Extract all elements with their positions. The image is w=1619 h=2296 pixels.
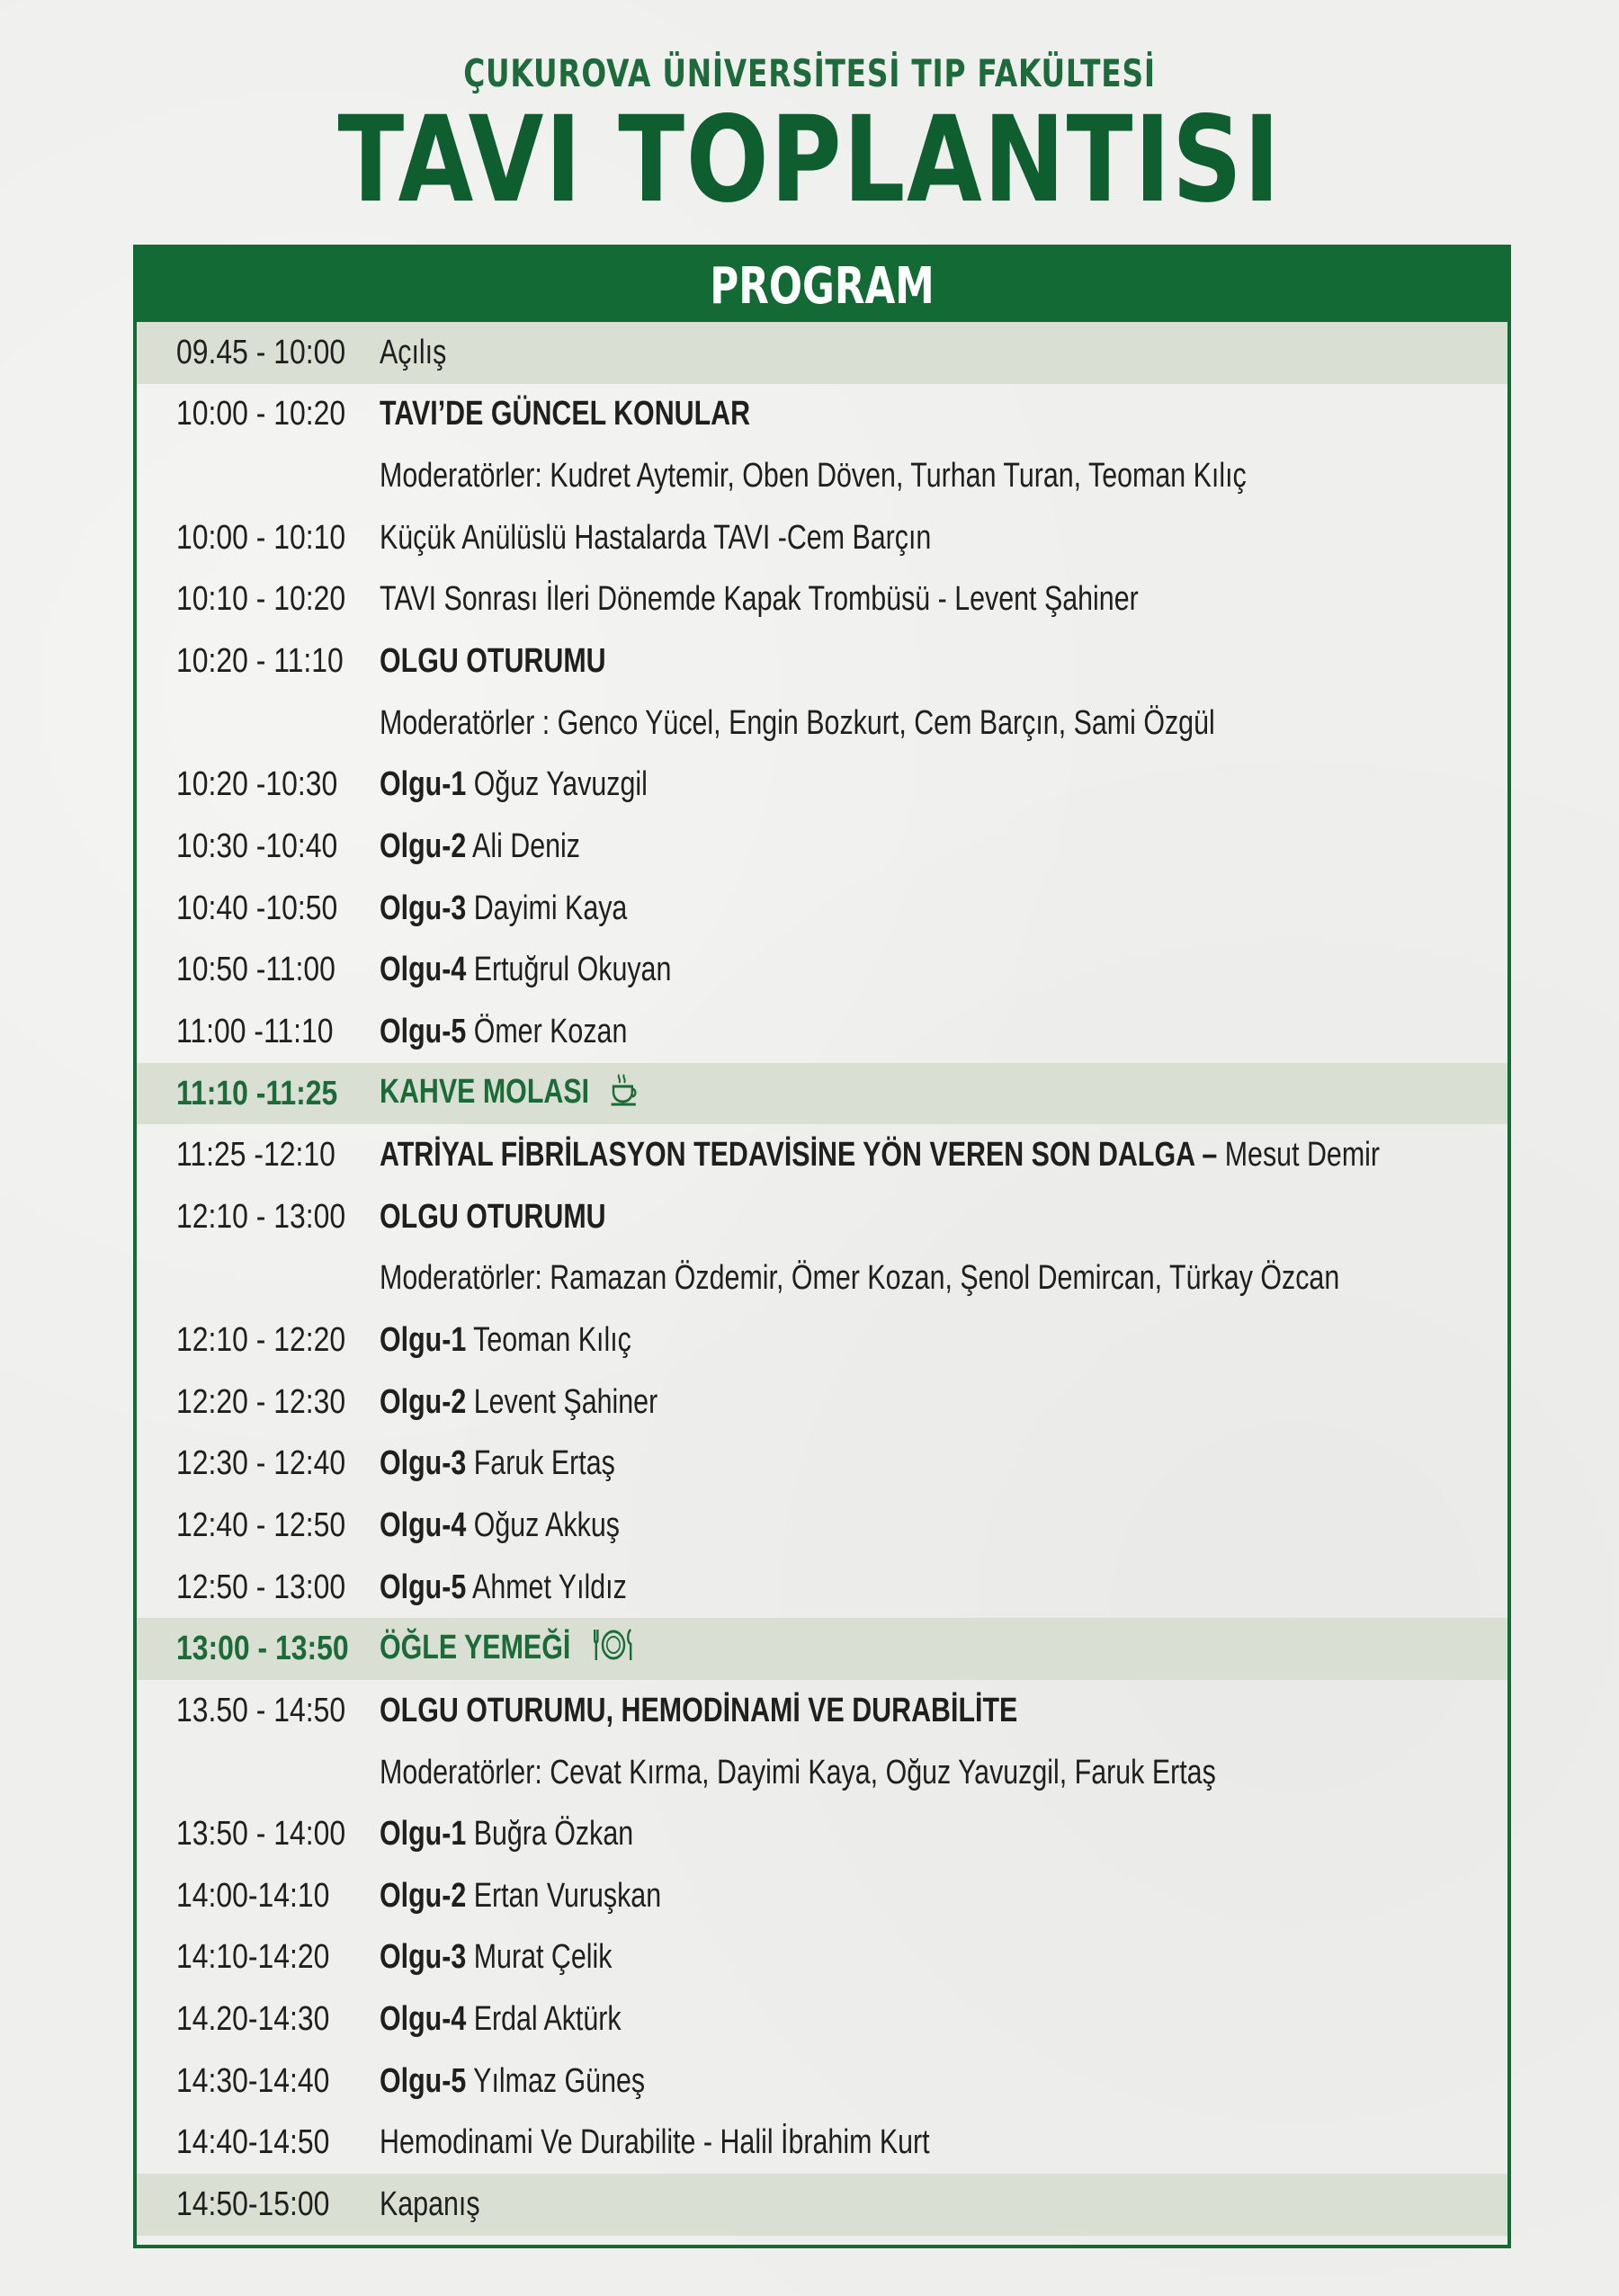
row-time: 14:50-15:00 xyxy=(176,2185,330,2224)
row-text xyxy=(380,2000,622,2039)
event-title: TAVI TOPLANTISI xyxy=(337,91,1282,229)
program-row xyxy=(137,1865,1507,1927)
row-description: Hemodinami Ve Durabilite - Halil İbrahim Kurt xyxy=(380,2123,930,2162)
row-description: Moderatörler : Genco Yücel, Engin Bozkurt, Cem Barçın, Sami Özgül xyxy=(380,703,1215,742)
row-time: 09.45 - 10:00 xyxy=(176,333,346,371)
row-label: Olgu-1 xyxy=(380,1321,467,1360)
row-time: 10:00 - 10:20 xyxy=(176,395,346,433)
row-text xyxy=(380,889,627,928)
row-description: OLGU OTURUMU xyxy=(380,642,606,681)
row-text xyxy=(380,1506,620,1545)
row-text xyxy=(380,2185,480,2224)
row-description: Ahmet Yıldız xyxy=(472,1568,627,1606)
row-text xyxy=(380,580,1139,619)
row-label: Olgu-5 xyxy=(380,1012,467,1050)
row-text xyxy=(380,1383,657,1422)
program-rows xyxy=(137,322,1507,2236)
row-label: Olgu-2 xyxy=(380,1876,467,1915)
row-label: Olgu-1 xyxy=(380,765,467,804)
row-text xyxy=(380,642,606,681)
program-row xyxy=(137,1988,1507,2050)
row-description: TAVI Sonrası İleri Dönemde Kapak Trombüsü - Levent Şahiner xyxy=(380,580,1139,619)
row-label: Olgu-1 xyxy=(380,1815,467,1854)
program-table xyxy=(133,245,1511,2248)
program-row xyxy=(137,1248,1507,1310)
row-time: 14:40-14:50 xyxy=(176,2123,330,2162)
program-row xyxy=(137,1742,1507,1804)
row-label: Olgu-2 xyxy=(380,1382,467,1421)
row-description: Moderatörler: Kudret Aytemir, Oben Döven, Turhan Turan, Teoman Kılıç xyxy=(380,457,1247,496)
row-time: 12:30 - 12:40 xyxy=(176,1444,346,1483)
row-text xyxy=(380,334,446,372)
program-row xyxy=(137,1803,1507,1865)
row-description: Kapanış xyxy=(380,2185,480,2224)
program-row xyxy=(137,1495,1507,1557)
program-row xyxy=(137,1927,1507,1989)
row-text xyxy=(380,1136,1380,1175)
program-row xyxy=(137,816,1507,878)
program-header xyxy=(137,248,1507,322)
row-label: Olgu-3 xyxy=(380,1938,467,1977)
program-row xyxy=(137,507,1507,569)
row-text xyxy=(380,1259,1339,1298)
row-text xyxy=(380,1071,641,1116)
row-time: 10:30 -10:40 xyxy=(176,826,338,865)
row-time: 10:40 -10:50 xyxy=(176,889,338,927)
program-row xyxy=(137,2174,1507,2236)
row-label: Olgu-3 xyxy=(380,1444,467,1483)
program-row xyxy=(137,939,1507,1001)
row-label: Olgu-2 xyxy=(380,826,467,865)
row-description: Ertuğrul Okuyan xyxy=(473,951,672,989)
row-text xyxy=(380,765,648,804)
row-description: Ertan Vuruşkan xyxy=(473,1876,662,1915)
row-text xyxy=(380,395,750,433)
program-row xyxy=(137,1063,1507,1125)
row-text xyxy=(380,1444,615,1483)
row-text xyxy=(380,1321,631,1360)
row-text xyxy=(380,1198,606,1237)
program-row xyxy=(137,1557,1507,1619)
program-row xyxy=(137,1309,1507,1371)
row-time: 10:50 -11:00 xyxy=(176,951,335,989)
program-row xyxy=(137,569,1507,631)
program-row xyxy=(137,2113,1507,2175)
row-text xyxy=(380,2062,645,2101)
page-header xyxy=(0,47,1619,229)
program-row xyxy=(137,754,1507,816)
row-time: 10:00 - 10:10 xyxy=(176,518,346,557)
row-text xyxy=(380,827,580,866)
row-time: 13:00 - 13:50 xyxy=(176,1630,349,1668)
row-text xyxy=(380,519,931,558)
program-row xyxy=(137,1001,1507,1063)
row-description: Erdal Aktürk xyxy=(473,2000,622,2039)
row-time: 11:00 -11:10 xyxy=(176,1012,334,1050)
row-time: 12:40 - 12:50 xyxy=(176,1505,346,1544)
row-text xyxy=(380,1627,637,1672)
row-time: 11:10 -11:25 xyxy=(176,1074,338,1112)
row-time: 13:50 - 14:00 xyxy=(176,1815,346,1854)
row-description: ÖĞLE YEMEĞİ xyxy=(380,1628,571,1666)
row-description: Ali Deniz xyxy=(472,826,580,865)
row-text xyxy=(380,1568,627,1607)
row-time: 14.20-14:30 xyxy=(176,2000,330,2039)
coffee-cup-icon xyxy=(609,1071,640,1116)
row-description: Levent Şahiner xyxy=(473,1382,658,1421)
row-description: Murat Çelik xyxy=(473,1938,613,1977)
program-row xyxy=(137,1186,1507,1248)
row-time: 10:20 - 11:10 xyxy=(176,642,344,681)
program-row xyxy=(137,1434,1507,1496)
row-description: Teoman Kılıç xyxy=(473,1321,631,1360)
row-time: 12:20 - 12:30 xyxy=(176,1382,346,1421)
program-row xyxy=(137,878,1507,940)
row-text xyxy=(380,951,671,989)
row-description: Yılmaz Güneş xyxy=(473,2061,646,2100)
program-row xyxy=(137,445,1507,507)
row-description: Oğuz Yavuzgil xyxy=(473,765,648,804)
program-row xyxy=(137,2050,1507,2113)
row-text xyxy=(380,1692,1017,1730)
row-description: Açılış xyxy=(380,333,447,371)
program-row xyxy=(137,1124,1507,1186)
row-time: 12:50 - 13:00 xyxy=(176,1568,346,1606)
row-description: Faruk Ertaş xyxy=(473,1444,615,1483)
row-text xyxy=(380,1013,627,1051)
row-description: Buğra Özkan xyxy=(473,1815,634,1854)
row-label: ATRİYAL FİBRİLASYON TEDAVİSİNE YÖN VEREN SON DALGA – xyxy=(380,1136,1218,1175)
program-row xyxy=(137,1618,1507,1680)
row-description: TAVI’DE GÜNCEL KONULAR xyxy=(380,395,751,433)
row-label: Olgu-4 xyxy=(380,2000,467,2039)
row-text xyxy=(380,1754,1216,1792)
row-time: 10:20 -10:30 xyxy=(176,765,338,804)
row-label: Olgu-4 xyxy=(380,951,467,989)
row-description: OLGU OTURUMU xyxy=(380,1197,606,1236)
row-time: 12:10 - 13:00 xyxy=(176,1197,346,1236)
row-description: Oğuz Akkuş xyxy=(473,1505,620,1544)
program-row xyxy=(137,630,1507,692)
row-label: Olgu-3 xyxy=(380,889,467,927)
row-time: 14:30-14:40 xyxy=(176,2061,330,2100)
row-text xyxy=(380,1815,633,1854)
row-description: Ömer Kozan xyxy=(473,1012,628,1050)
row-description: Dayimi Kaya xyxy=(473,889,628,927)
row-time: 12:10 - 12:20 xyxy=(176,1321,346,1360)
row-description: Moderatörler: Ramazan Özdemir, Ömer Kozan, Şenol Demircan, Türkay Özcan xyxy=(380,1259,1340,1298)
row-time: 11:25 -12:10 xyxy=(176,1136,335,1175)
row-time: 14:10-14:20 xyxy=(176,1938,330,1977)
plate-cutlery-icon xyxy=(591,1627,637,1672)
row-label: Olgu-5 xyxy=(380,1568,467,1606)
program-row xyxy=(137,692,1507,755)
row-text xyxy=(380,1877,661,1916)
row-label: Olgu-5 xyxy=(380,2061,467,2100)
program-row xyxy=(137,384,1507,446)
program-row xyxy=(137,1371,1507,1434)
university-name: ÇUKUROVA ÜNİVERSİTESİ TIP FAKÜLTESİ xyxy=(463,51,1156,95)
row-description: OLGU OTURUMU, HEMODİNAMİ VE DURABİLİTE xyxy=(380,1691,1018,1729)
program-row xyxy=(137,322,1507,384)
row-time: 14:00-14:10 xyxy=(176,1876,330,1915)
row-text xyxy=(380,2123,930,2162)
row-text xyxy=(380,704,1215,743)
row-label: Olgu-4 xyxy=(380,1505,467,1544)
row-text xyxy=(380,1938,612,1977)
row-text xyxy=(380,457,1247,496)
row-description: KAHVE MOLASI xyxy=(380,1073,590,1112)
row-time: 10:10 - 10:20 xyxy=(176,580,346,619)
row-description: Küçük Anülüslü Hastalarda TAVI -Cem Barçın xyxy=(380,518,932,557)
program-title: PROGRAM xyxy=(710,257,935,316)
row-description: Moderatörler: Cevat Kırma, Dayimi Kaya, Oğuz Yavuzgil, Faruk Ertaş xyxy=(380,1753,1216,1791)
program-row xyxy=(137,1680,1507,1742)
row-description: Mesut Demir xyxy=(1224,1136,1381,1175)
row-time: 13.50 - 14:50 xyxy=(176,1691,346,1729)
